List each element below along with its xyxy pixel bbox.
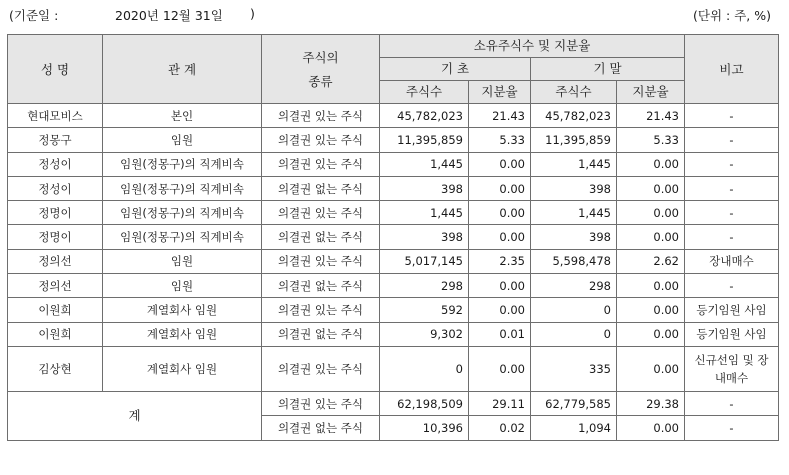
cell-name: 정명이 <box>8 225 103 249</box>
total-row-voting <box>8 391 779 415</box>
cell-start-shares: 5,017,145 <box>380 249 469 273</box>
basis-date-value: 2020년 12월 31일 <box>115 8 223 23</box>
cell-end-ratio: 0.00 <box>617 201 685 225</box>
cell-name: 정의선 <box>8 274 103 298</box>
cell-name: 정성이 <box>8 152 103 176</box>
header-period-start: 기 초 <box>380 58 531 81</box>
total-voting-start-shares: 62,198,509 <box>380 391 469 415</box>
table-row <box>8 176 779 200</box>
cell-relation: 임원(정몽구)의 직계비속 <box>103 225 262 249</box>
cell-end-ratio: 21.43 <box>617 104 685 128</box>
table-row <box>8 322 779 346</box>
cell-remark: - <box>685 201 779 225</box>
basis-date-label: (기준일 : <box>9 8 59 23</box>
basis-date-close: ) <box>250 6 255 21</box>
cell-start-ratio: 0.00 <box>469 274 531 298</box>
cell-end-shares: 0 <box>531 298 617 322</box>
total-nonvoting-end-shares: 1,094 <box>531 416 617 440</box>
table-row <box>8 128 779 152</box>
cell-name: 이원희 <box>8 322 103 346</box>
cell-remark: - <box>685 176 779 200</box>
cell-relation: 임원(정몽구)의 직계비속 <box>103 176 262 200</box>
cell-start-shares: 9,302 <box>380 322 469 346</box>
table-caption-line <box>9 6 771 24</box>
cell-relation: 임원 <box>103 128 262 152</box>
cell-stock-type: 의결권 없는 주식 <box>262 322 380 346</box>
cell-remark: - <box>685 274 779 298</box>
unit-label: (단위 : 주, %) <box>693 8 771 23</box>
shareholding-table <box>7 34 779 441</box>
cell-end-ratio: 0.00 <box>617 346 685 391</box>
header-start-shares: 주식수 <box>380 81 469 104</box>
total-label: 계 <box>8 391 262 440</box>
total-nonvoting-start-ratio: 0.02 <box>469 416 531 440</box>
cell-end-shares: 1,445 <box>531 201 617 225</box>
cell-end-shares: 1,445 <box>531 152 617 176</box>
cell-remark: - <box>685 152 779 176</box>
cell-start-ratio: 0.00 <box>469 201 531 225</box>
total-voting-stock-type: 의결권 있는 주식 <box>262 391 380 415</box>
total-nonvoting-end-ratio: 0.00 <box>617 416 685 440</box>
cell-relation: 임원 <box>103 274 262 298</box>
cell-name: 정몽구 <box>8 128 103 152</box>
header-start-ratio: 지분율 <box>469 81 531 104</box>
total-nonvoting-remark: - <box>685 416 779 440</box>
total-voting-end-ratio: 29.38 <box>617 391 685 415</box>
total-voting-start-ratio: 29.11 <box>469 391 531 415</box>
table-row <box>8 201 779 225</box>
cell-start-shares: 1,445 <box>380 152 469 176</box>
cell-end-ratio: 0.00 <box>617 322 685 346</box>
cell-stock-type: 의결권 없는 주식 <box>262 176 380 200</box>
cell-stock-type: 의결권 있는 주식 <box>262 104 380 128</box>
cell-stock-type: 의결권 있는 주식 <box>262 249 380 273</box>
cell-stock-type: 의결권 있는 주식 <box>262 346 380 391</box>
cell-remark: 등기임원 사임 <box>685 322 779 346</box>
cell-end-shares: 398 <box>531 176 617 200</box>
cell-remark: 등기임원 사임 <box>685 298 779 322</box>
cell-start-ratio: 0.00 <box>469 298 531 322</box>
cell-start-ratio: 0.00 <box>469 176 531 200</box>
cell-stock-type: 의결권 없는 주식 <box>262 225 380 249</box>
cell-stock-type: 의결권 있는 주식 <box>262 152 380 176</box>
cell-start-shares: 1,445 <box>380 201 469 225</box>
cell-end-ratio: 0.00 <box>617 176 685 200</box>
cell-relation: 계열회사 임원 <box>103 346 262 391</box>
cell-end-ratio: 0.00 <box>617 298 685 322</box>
total-nonvoting-start-shares: 10,396 <box>380 416 469 440</box>
table-row <box>8 225 779 249</box>
cell-relation: 임원(정몽구)의 직계비속 <box>103 201 262 225</box>
cell-end-shares: 11,395,859 <box>531 128 617 152</box>
cell-start-shares: 398 <box>380 176 469 200</box>
cell-name: 정명이 <box>8 201 103 225</box>
table-row <box>8 249 779 273</box>
cell-relation: 임원 <box>103 249 262 273</box>
cell-remark: - <box>685 225 779 249</box>
cell-end-shares: 298 <box>531 274 617 298</box>
cell-end-ratio: 0.00 <box>617 225 685 249</box>
cell-remark: - <box>685 128 779 152</box>
cell-start-shares: 45,782,023 <box>380 104 469 128</box>
cell-start-shares: 11,395,859 <box>380 128 469 152</box>
cell-start-ratio: 21.43 <box>469 104 531 128</box>
table-total <box>8 391 779 440</box>
cell-start-ratio: 0.01 <box>469 322 531 346</box>
cell-relation: 임원(정몽구)의 직계비속 <box>103 152 262 176</box>
cell-relation: 본인 <box>103 104 262 128</box>
cell-stock-type: 의결권 있는 주식 <box>262 298 380 322</box>
cell-stock-type: 의결권 없는 주식 <box>262 274 380 298</box>
cell-end-ratio: 0.00 <box>617 274 685 298</box>
cell-remark: 신규선임 및 장내매수 <box>685 346 779 391</box>
cell-start-shares: 0 <box>380 346 469 391</box>
cell-name: 이원희 <box>8 298 103 322</box>
header-remark: 비고 <box>685 35 779 104</box>
cell-start-shares: 592 <box>380 298 469 322</box>
cell-end-shares: 45,782,023 <box>531 104 617 128</box>
total-voting-remark: - <box>685 391 779 415</box>
table-row <box>8 152 779 176</box>
cell-stock-type: 의결권 있는 주식 <box>262 201 380 225</box>
cell-relation: 계열회사 임원 <box>103 322 262 346</box>
cell-remark: - <box>685 104 779 128</box>
header-name: 성 명 <box>8 35 103 104</box>
cell-start-ratio: 0.00 <box>469 225 531 249</box>
header-period-end: 기 말 <box>531 58 685 81</box>
header-stock-type <box>262 35 380 104</box>
cell-stock-type: 의결권 있는 주식 <box>262 128 380 152</box>
cell-name: 정성이 <box>8 176 103 200</box>
cell-end-ratio: 5.33 <box>617 128 685 152</box>
total-voting-end-shares: 62,779,585 <box>531 391 617 415</box>
cell-end-ratio: 0.00 <box>617 152 685 176</box>
cell-start-shares: 398 <box>380 225 469 249</box>
header-stock-type-line2: 종류 <box>308 74 333 89</box>
cell-end-shares: 398 <box>531 225 617 249</box>
total-nonvoting-stock-type: 의결권 없는 주식 <box>262 416 380 440</box>
header-holdings: 소유주식수 및 지분율 <box>380 35 685 58</box>
cell-start-ratio: 5.33 <box>469 128 531 152</box>
cell-start-ratio: 2.35 <box>469 249 531 273</box>
table-row <box>8 104 779 128</box>
header-relation: 관 계 <box>103 35 262 104</box>
cell-remark: 장내매수 <box>685 249 779 273</box>
table-body <box>8 104 779 392</box>
table-row <box>8 346 779 391</box>
cell-end-shares: 335 <box>531 346 617 391</box>
header-end-ratio: 지분율 <box>617 81 685 104</box>
cell-start-shares: 298 <box>380 274 469 298</box>
cell-name: 정의선 <box>8 249 103 273</box>
cell-start-ratio: 0.00 <box>469 152 531 176</box>
cell-start-ratio: 0.00 <box>469 346 531 391</box>
cell-name: 현대모비스 <box>8 104 103 128</box>
cell-relation: 계열회사 임원 <box>103 298 262 322</box>
table-row <box>8 298 779 322</box>
table-row <box>8 274 779 298</box>
header-stock-type-line1: 주식의 <box>302 50 339 65</box>
cell-end-shares: 0 <box>531 322 617 346</box>
cell-end-shares: 5,598,478 <box>531 249 617 273</box>
cell-name: 김상현 <box>8 346 103 391</box>
header-end-shares: 주식수 <box>531 81 617 104</box>
cell-end-ratio: 2.62 <box>617 249 685 273</box>
